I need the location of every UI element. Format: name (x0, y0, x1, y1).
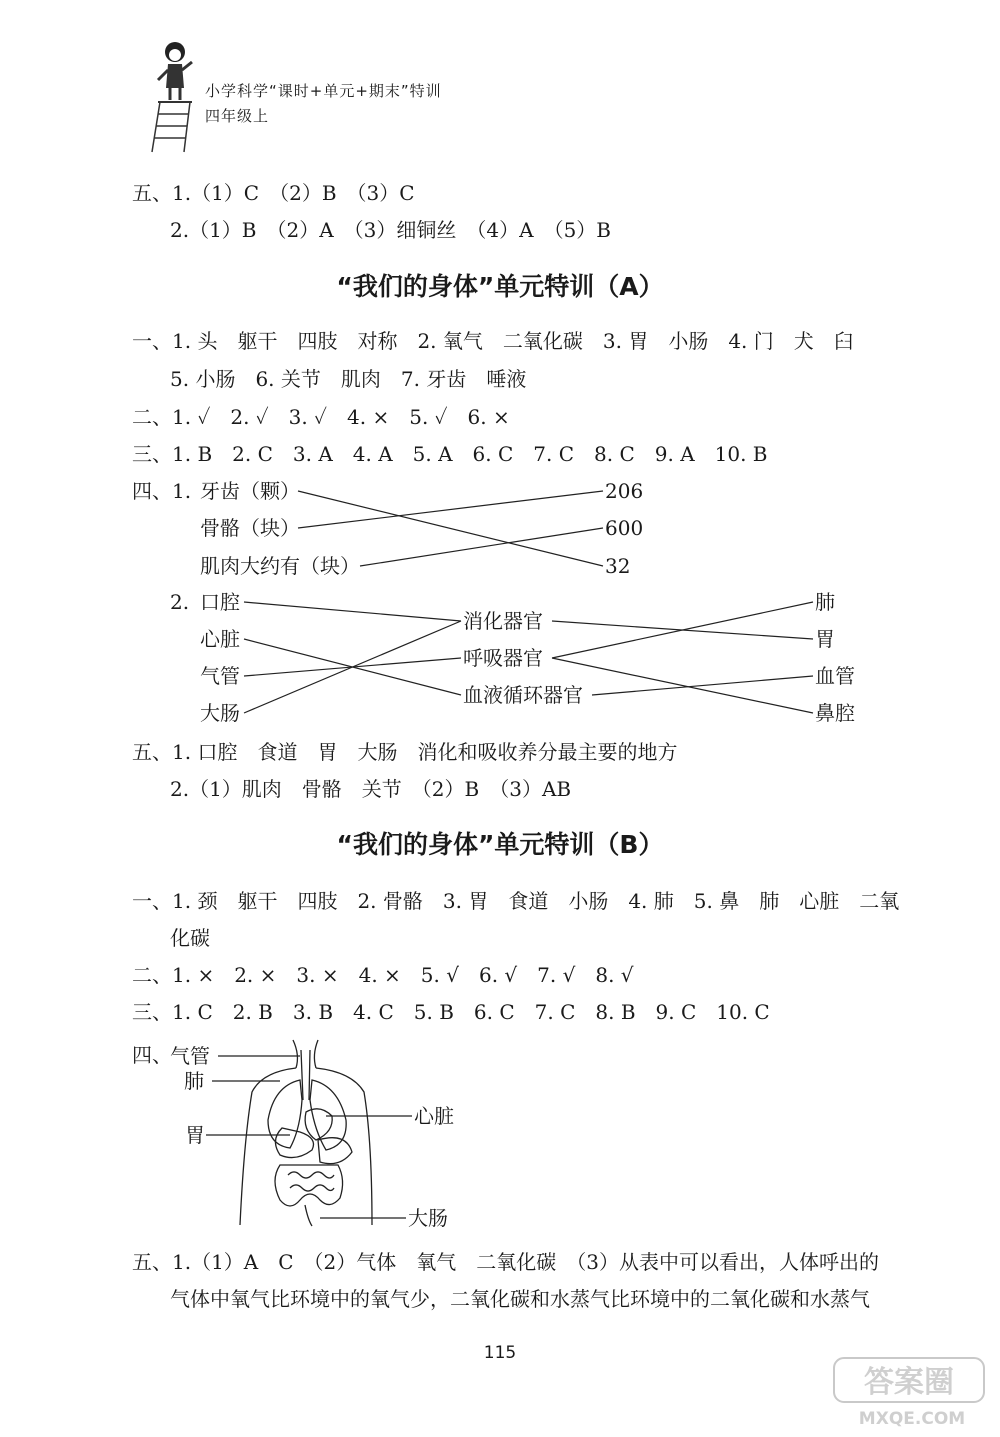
match-right-600: 600 (605, 516, 644, 540)
watermark-bottom-text: MXQE.COM (858, 1409, 966, 1429)
organ-stomach: 胃 (815, 627, 835, 651)
system-digestive: 消化器官 (463, 609, 543, 633)
a-q4-prefix-2: 2. (170, 590, 190, 614)
prev-answer-line-1: 五、1.（1）C （2）B （3）C (132, 181, 415, 205)
watermark-top-text: 答案圈 (864, 1365, 954, 1400)
organ-large-intestine: 大肠 (200, 701, 240, 725)
series-title: 小学科学“课时+单元+期末”特训 (205, 82, 442, 100)
a-q5-line-2: 2.（1）肌肉 骨骼 关节 （2）B （3）AB (170, 777, 572, 801)
organ-lung: 肺 (815, 590, 835, 614)
organ-mouth: 口腔 (200, 590, 240, 614)
match-right-32: 32 (605, 554, 631, 578)
prev-answer-line-2: 2.（1）B （2）A （3）细铜丝 （4）A （5）B (170, 218, 611, 242)
match-right-206: 206 (605, 479, 644, 503)
left-lung-shape (268, 1080, 302, 1148)
label-trachea: 气管 (170, 1044, 210, 1068)
organ-trachea: 气管 (200, 664, 240, 688)
section-a-title: “我们的身体”单元特训（A） (336, 272, 664, 301)
trachea-line-right (309, 1050, 310, 1100)
b-q5-line-2: 气体中氧气比环境中的氧气少，二氧化碳和水蒸气比环境中的二氧化碳和水蒸气 (170, 1287, 870, 1311)
a-q3: 三、1. B 2. C 3. A 4. A 5. A 6. C 7. C 8. C 9. A 10. B (132, 442, 768, 466)
label-large-intestine: 大肠 (408, 1206, 448, 1230)
a-q1-line-2: 5. 小肠 6. 关节 肌肉 7. 牙齿 唾液 (170, 367, 527, 391)
stomach-shape (275, 1128, 313, 1158)
section-b-title: “我们的身体”单元特训（B） (336, 830, 664, 859)
neck-left-outline (293, 1040, 297, 1068)
b-q1-line-1: 一、1. 颈 躯干 四肢 2. 骨骼 3. 胃 食道 小肠 4. 肺 5. 鼻 肺 心脏 二氧 (132, 889, 900, 913)
match-left-muscles: 肌肉大约有（块） (200, 554, 360, 578)
small-intestine-coils (288, 1172, 334, 1191)
grade-label: 四年级上 (205, 107, 270, 125)
a-q4-prefix: 四、1. (132, 479, 192, 503)
match-left-teeth: 牙齿（颗） (200, 479, 300, 503)
label-heart: 心脏 (414, 1104, 454, 1128)
organ-nasal-cavity: 鼻腔 (815, 701, 855, 725)
a-q1-line-1: 一、1. 头 躯干 四肢 对称 2. 氧气 二氧化碳 3. 胃 小肠 4. 门 犬 臼 (132, 329, 854, 353)
b-q2: 二、1. × 2. × 3. × 4. × 5. √ 6. √ 7. √ 8. √ (132, 963, 634, 987)
liver-shape (318, 1138, 352, 1164)
organ-heart: 心脏 (200, 627, 240, 651)
a-q2: 二、1. ✓ 2. ✓ 3. ✓ 4. × 5. ✓ 6. × (132, 405, 510, 429)
neck-right-outline (314, 1040, 318, 1068)
organ-blood-vessel: 血管 (815, 664, 855, 688)
b-q5-line-1: 五、1.（1）A C （2）气体 氧气 二氧化碳 （3）从表中可以看出，人体呼出的 (132, 1250, 880, 1274)
page-number: 115 (483, 1343, 517, 1363)
label-stomach: 胃 (185, 1123, 205, 1147)
b-q3: 三、1. C 2. B 3. B 4. C 5. B 6. C 7. C 8. B 9. C 10. C (132, 1000, 770, 1024)
rectum-line (305, 1205, 312, 1226)
a-q5-line-1: 五、1. 口腔 食道 胃 大肠 消化和吸收养分最主要的地方 (132, 740, 678, 764)
torso-left-outline (240, 1068, 296, 1225)
system-circulatory: 血液循环器官 (463, 683, 583, 707)
b-q4-prefix: 四、 (132, 1043, 172, 1067)
match-left-bones: 骨骼（块） (200, 516, 300, 540)
large-intestine-shape (275, 1165, 343, 1206)
watermark-logo (832, 1350, 992, 1430)
system-respiratory: 呼吸器官 (463, 646, 543, 670)
label-lung: 肺 (184, 1069, 204, 1093)
b-q1-line-2: 化碳 (170, 926, 210, 950)
